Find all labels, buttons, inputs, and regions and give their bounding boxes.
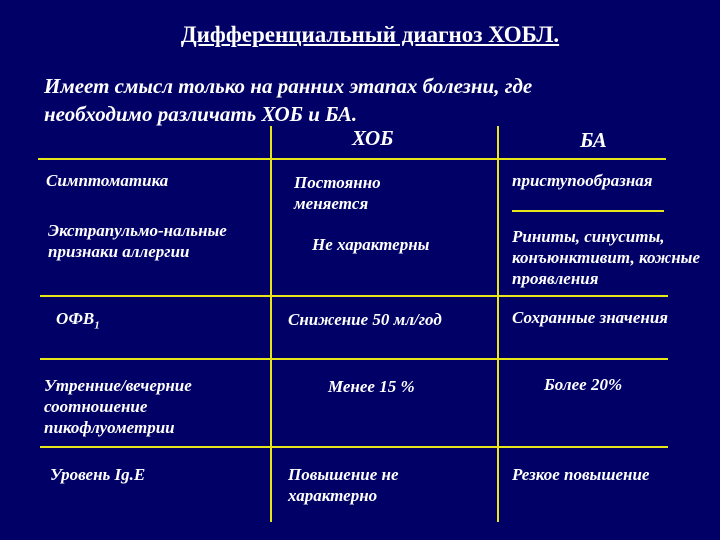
row-2-hob: Не характерны xyxy=(312,235,430,254)
row-4-ba: Более 20% xyxy=(544,375,623,394)
row-3-label-sub: 1 xyxy=(94,319,100,332)
row-3-label xyxy=(56,308,256,336)
row-2-label: Экстрапульмо-нальные признаки аллергии xyxy=(48,221,227,261)
row-rule-1-ba xyxy=(512,210,664,212)
row-3-ba: Сохранные значения xyxy=(512,308,669,327)
column-divider-2 xyxy=(497,126,499,522)
intro-text xyxy=(44,72,684,128)
header-hob: ХОБ xyxy=(352,126,394,150)
header-rule xyxy=(38,158,666,160)
row-4-label: Утренние/вечерние соотношение пикофлуометрии xyxy=(44,376,192,437)
column-divider-1 xyxy=(270,126,272,522)
row-1-ba: приступообразная xyxy=(512,171,653,190)
row-5-hob: Повышение не характерно xyxy=(288,465,399,505)
row-3-hob: Снижение 50 мл/год xyxy=(288,310,442,329)
row-1-label: Симптоматика xyxy=(46,171,169,190)
row-5-label: Уровень Ig.E xyxy=(50,465,146,484)
row-4-hob: Менее 15 % xyxy=(328,377,415,396)
row-rule-3 xyxy=(40,358,668,360)
slide-title: Дифференциальный диагноз ХОБЛ. xyxy=(180,22,560,47)
intro-line-1: Имеет смысл только на ранних этапах болезни, где xyxy=(44,74,533,98)
header-ba: БА xyxy=(580,128,607,152)
row-1-hob: Постоянно меняется xyxy=(294,173,381,213)
row-rule-2 xyxy=(40,295,668,297)
row-3-label-text: ОФВ xyxy=(56,309,95,328)
row-5-ba: Резкое повышение xyxy=(512,465,650,484)
intro-line-2: необходимо различать ХОБ и БА. xyxy=(44,102,358,126)
row-rule-4 xyxy=(40,446,668,448)
row-2-ba: Риниты, синуситы, конъюнктивит, кожные проявления xyxy=(512,227,700,288)
